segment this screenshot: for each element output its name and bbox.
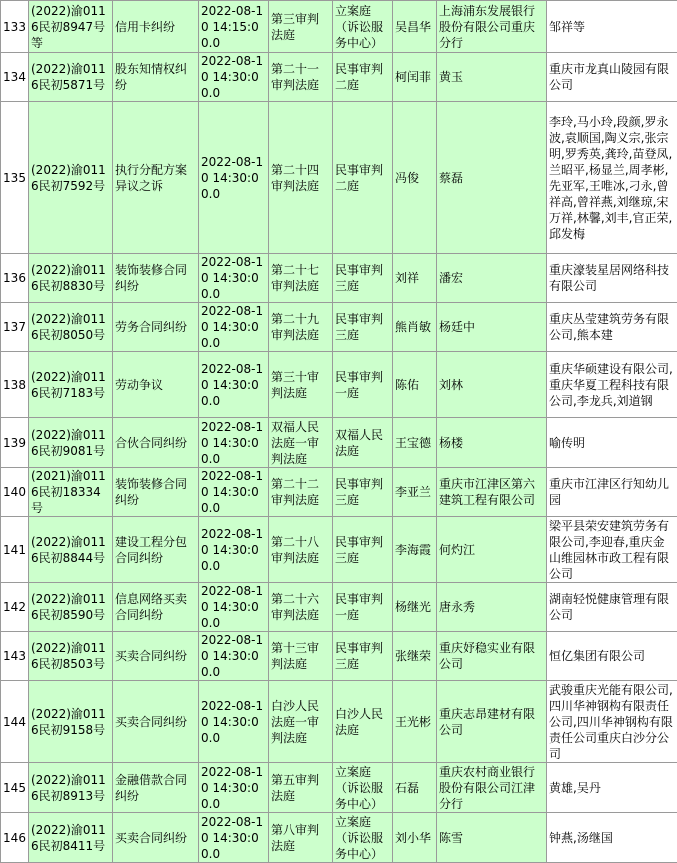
row-number: 142 [1,583,29,632]
department-cell: 立案庭（诉讼服务中心） [333,1,393,53]
row-number: 144 [1,681,29,763]
department-cell: 民事审判一庭 [333,352,393,418]
department-cell: 民事审判三庭 [333,303,393,352]
defendant-cell: 黄雄,吴丹 [547,763,677,813]
case-cause-cell: 信用卡纠纷 [113,1,199,53]
case-cause-cell: 买卖合同纠纷 [113,813,199,863]
table-row[interactable] [1,303,677,352]
plaintiff-cell: 黄玉 [437,53,547,102]
hearing-datetime-cell: 2022-08-10 14:30:00.0 [199,517,269,583]
courtroom-cell: 第五审判法庭 [269,763,333,813]
plaintiff-cell: 杨楼 [437,418,547,468]
case-cause-cell: 装饰装修合同纠纷 [113,468,199,517]
row-number: 146 [1,813,29,863]
table-row[interactable] [1,102,677,254]
department-cell: 民事审判三庭 [333,632,393,681]
hearing-datetime-cell: 2022-08-10 14:30:00.0 [199,303,269,352]
plaintiff-cell: 潘宏 [437,254,547,303]
hearing-datetime-cell: 2022-08-10 14:30:00.0 [199,102,269,254]
row-number: 136 [1,254,29,303]
defendant-cell: 邹祥等 [547,1,677,53]
row-number: 134 [1,53,29,102]
judge-cell: 刘祥 [393,254,437,303]
department-cell: 立案庭（诉讼服务中心） [333,813,393,863]
department-cell: 民事审判二庭 [333,53,393,102]
defendant-cell: 梁平县荣安建筑劳务有限公司,李迎春,重庆金山维园林市政工程有限公司 [547,517,677,583]
judge-cell: 冯俊 [393,102,437,254]
case-cause-cell: 合伙合同纠纷 [113,418,199,468]
department-cell: 双福人民法庭 [333,418,393,468]
table-row[interactable] [1,681,677,763]
case-number-cell: (2022)渝0116民初7183号 [29,352,113,418]
row-number: 137 [1,303,29,352]
table-row[interactable] [1,813,677,863]
case-number-cell: (2022)渝0116民初8947号等 [29,1,113,53]
case-cause-cell: 建设工程分包合同纠纷 [113,517,199,583]
case-number-cell: (2022)渝0116民初5871号 [29,53,113,102]
courtroom-cell: 第三审判法庭 [269,1,333,53]
table-row[interactable] [1,632,677,681]
hearing-datetime-cell: 2022-08-10 14:30:00.0 [199,352,269,418]
courtroom-cell: 第二十七审判法庭 [269,254,333,303]
table-row[interactable] [1,1,677,53]
courtroom-cell: 白沙人民法庭一审判法庭 [269,681,333,763]
hearing-datetime-cell: 2022-08-10 14:30:00.0 [199,632,269,681]
case-cause-cell: 股东知情权纠纷 [113,53,199,102]
case-number-cell: (2022)渝0116民初9158号 [29,681,113,763]
table-row[interactable] [1,352,677,418]
defendant-cell: 重庆濠装星居网络科技有限公司 [547,254,677,303]
defendant-cell: 武骏重庆光能有限公司,四川华神钢构有限责任公司,四川华神钢构有限责任公司重庆白沙分公司 [547,681,677,763]
plaintiff-cell: 重庆市江津区第六建筑工程有限公司 [437,468,547,517]
case-number-cell: (2022)渝0116民初8913号 [29,763,113,813]
hearing-datetime-cell: 2022-08-10 14:30:00.0 [199,53,269,102]
case-cause-cell: 金融借款合同纠纷 [113,763,199,813]
defendant-cell: 湖南轻悦健康管理有限公司 [547,583,677,632]
judge-cell: 熊肖敏 [393,303,437,352]
defendant-cell: 喻传明 [547,418,677,468]
department-cell: 白沙人民法庭 [333,681,393,763]
row-number: 140 [1,468,29,517]
department-cell: 民事审判三庭 [333,517,393,583]
defendant-cell: 重庆丛莹建筑劳务有限公司,熊本建 [547,303,677,352]
hearing-datetime-cell: 2022-08-10 14:30:00.0 [199,254,269,303]
defendant-cell: 重庆市江津区行知幼儿园 [547,468,677,517]
plaintiff-cell: 陈雪 [437,813,547,863]
case-cause-cell: 买卖合同纠纷 [113,632,199,681]
judge-cell: 李亚兰 [393,468,437,517]
case-cause-cell: 买卖合同纠纷 [113,681,199,763]
judge-cell: 王宝德 [393,418,437,468]
table-row[interactable] [1,517,677,583]
courtroom-cell: 第八审判法庭 [269,813,333,863]
table-row[interactable] [1,53,677,102]
case-number-cell: (2022)渝0116民初8050号 [29,303,113,352]
defendant-cell: 重庆市龙真山陵园有限公司 [547,53,677,102]
courtroom-cell: 第二十九审判法庭 [269,303,333,352]
row-number: 143 [1,632,29,681]
judge-cell: 柯闰菲 [393,53,437,102]
table-row[interactable] [1,583,677,632]
row-number: 139 [1,418,29,468]
plaintiff-cell: 唐永秀 [437,583,547,632]
department-cell: 民事审判三庭 [333,254,393,303]
plaintiff-cell: 蔡磊 [437,102,547,254]
hearing-datetime-cell: 2022-08-10 14:15:00.0 [199,1,269,53]
defendant-cell: 李玲,马小玲,段颜,罗永波,袁顺国,陶义宗,张宗明,罗秀英,龚玲,苗登凤,兰昭平,杨显兰,周孝彬,先亚军,王唯冰,刁永,曾祥高,曾祥燕,刘继琼,宋万祥,林馨,刘丰,官正荣,邱发梅 [547,102,677,254]
plaintiff-cell: 重庆农村商业银行股份有限公司江津分行 [437,763,547,813]
row-number: 135 [1,102,29,254]
case-number-cell: (2022)渝0116民初7592号 [29,102,113,254]
defendant-cell: 重庆华硕建设有限公司,重庆华夏工程科技有限公司,李龙兵,刘道钢 [547,352,677,418]
hearing-datetime-cell: 2022-08-10 14:30:00.0 [199,681,269,763]
judge-cell: 李海霞 [393,517,437,583]
case-number-cell: (2022)渝0116民初9081号 [29,418,113,468]
department-cell: 民事审判三庭 [333,468,393,517]
row-number: 133 [1,1,29,53]
hearing-datetime-cell: 2022-08-10 14:30:00.0 [199,763,269,813]
plaintiff-cell: 杨廷中 [437,303,547,352]
table-row[interactable] [1,468,677,517]
case-cause-cell: 劳务合同纠纷 [113,303,199,352]
judge-cell: 石磊 [393,763,437,813]
department-cell: 立案庭（诉讼服务中心） [333,763,393,813]
case-cause-cell: 劳动争议 [113,352,199,418]
courtroom-cell: 双福人民法庭一审判法庭 [269,418,333,468]
courtroom-cell: 第二十六审判法庭 [269,583,333,632]
case-number-cell: (2022)渝0116民初8503号 [29,632,113,681]
hearing-datetime-cell: 2022-08-10 14:30:00.0 [199,468,269,517]
hearing-datetime-cell: 2022-08-10 14:30:00.0 [199,813,269,863]
case-number-cell: (2022)渝0116民初8411号 [29,813,113,863]
table-row[interactable] [1,418,677,468]
plaintiff-cell: 重庆志昂建材有限公司 [437,681,547,763]
courtroom-cell: 第十三审判法庭 [269,632,333,681]
case-number-cell: (2021)渝0116民初18334号 [29,468,113,517]
courtroom-cell: 第二十八审判法庭 [269,517,333,583]
defendant-cell: 恒亿集团有限公司 [547,632,677,681]
case-number-cell: (2022)渝0116民初8830号 [29,254,113,303]
case-cause-cell: 信息网络买卖合同纠纷 [113,583,199,632]
judge-cell: 陈佑 [393,352,437,418]
row-number: 141 [1,517,29,583]
plaintiff-cell: 重庆妤稳实业有限公司 [437,632,547,681]
hearing-datetime-cell: 2022-08-10 14:30:00.0 [199,583,269,632]
courtroom-cell: 第二十四审判法庭 [269,102,333,254]
judge-cell: 吴昌华 [393,1,437,53]
plaintiff-cell: 何灼江 [437,517,547,583]
table-row[interactable] [1,254,677,303]
judge-cell: 刘小华 [393,813,437,863]
table-row[interactable] [1,763,677,813]
judge-cell: 王光彬 [393,681,437,763]
defendant-cell: 钟燕,汤继国 [547,813,677,863]
row-number: 145 [1,763,29,813]
courtroom-cell: 第二十一审判法庭 [269,53,333,102]
case-cause-cell: 装饰装修合同纠纷 [113,254,199,303]
department-cell: 民事审判一庭 [333,583,393,632]
department-cell: 民事审判二庭 [333,102,393,254]
plaintiff-cell: 刘林 [437,352,547,418]
courtroom-cell: 第二十二审判法庭 [269,468,333,517]
courtroom-cell: 第三十审判法庭 [269,352,333,418]
row-number: 138 [1,352,29,418]
case-cause-cell: 执行分配方案异议之诉 [113,102,199,254]
judge-cell: 张继荣 [393,632,437,681]
hearing-datetime-cell: 2022-08-10 14:30:00.0 [199,418,269,468]
case-number-cell: (2022)渝0116民初8844号 [29,517,113,583]
case-number-cell: (2022)渝0116民初8590号 [29,583,113,632]
plaintiff-cell: 上海浦东发展银行股份有限公司重庆分行 [437,1,547,53]
judge-cell: 杨继光 [393,583,437,632]
